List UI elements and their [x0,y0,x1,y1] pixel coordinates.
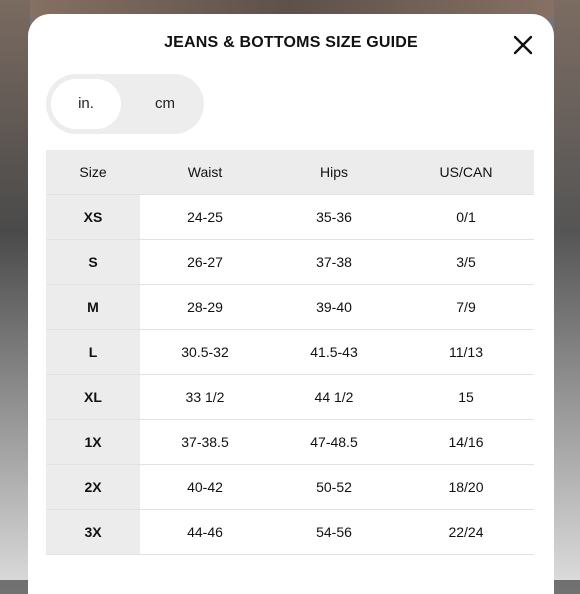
waist-cell: 33 1/2 [140,375,270,420]
size-cell: L [46,330,140,375]
table-row [46,240,534,285]
table-row [46,420,534,465]
size-cell: 2X [46,465,140,510]
size-table [46,150,534,555]
waist-cell: 44-46 [140,510,270,555]
column-header-us-can: US/CAN [398,150,534,195]
size-cell: XS [46,195,140,240]
us-can-cell: 3/5 [398,240,534,285]
size-cell: XL [46,375,140,420]
waist-cell: 24-25 [140,195,270,240]
us-can-cell: 7/9 [398,285,534,330]
column-header-waist: Waist [140,150,270,195]
waist-cell: 28-29 [140,285,270,330]
table-header-row [46,150,534,195]
column-header-hips: Hips [270,150,398,195]
size-cell: 3X [46,510,140,555]
table-row [46,465,534,510]
close-icon [512,34,534,56]
hips-cell: 54-56 [270,510,398,555]
us-can-cell: 14/16 [398,420,534,465]
hips-cell: 44 1/2 [270,375,398,420]
column-header-size: Size [46,150,140,195]
table-row [46,195,534,240]
modal-title: JEANS & BOTTOMS SIZE GUIDE [164,34,418,51]
us-can-cell: 0/1 [398,195,534,240]
background-photo-right [554,0,580,580]
size-cell: S [46,240,140,285]
unit-option-cm[interactable]: cm [155,95,175,112]
hips-cell: 50-52 [270,465,398,510]
us-can-cell: 22/24 [398,510,534,555]
hips-cell: 41.5-43 [270,330,398,375]
unit-option-inches[interactable]: in. [51,79,121,129]
unit-toggle [46,74,204,134]
waist-cell: 26-27 [140,240,270,285]
hips-cell: 35-36 [270,195,398,240]
table-row [46,330,534,375]
hips-cell: 39-40 [270,285,398,330]
close-button[interactable] [512,34,534,56]
size-cell: 1X [46,420,140,465]
table-row [46,375,534,420]
size-guide-modal [28,14,554,594]
table-row [46,510,534,555]
us-can-cell: 11/13 [398,330,534,375]
us-can-cell: 15 [398,375,534,420]
waist-cell: 40-42 [140,465,270,510]
hips-cell: 47-48.5 [270,420,398,465]
waist-cell: 30.5-32 [140,330,270,375]
hips-cell: 37-38 [270,240,398,285]
size-cell: M [46,285,140,330]
waist-cell: 37-38.5 [140,420,270,465]
background-photo-left [0,0,30,580]
us-can-cell: 18/20 [398,465,534,510]
table-row [46,285,534,330]
